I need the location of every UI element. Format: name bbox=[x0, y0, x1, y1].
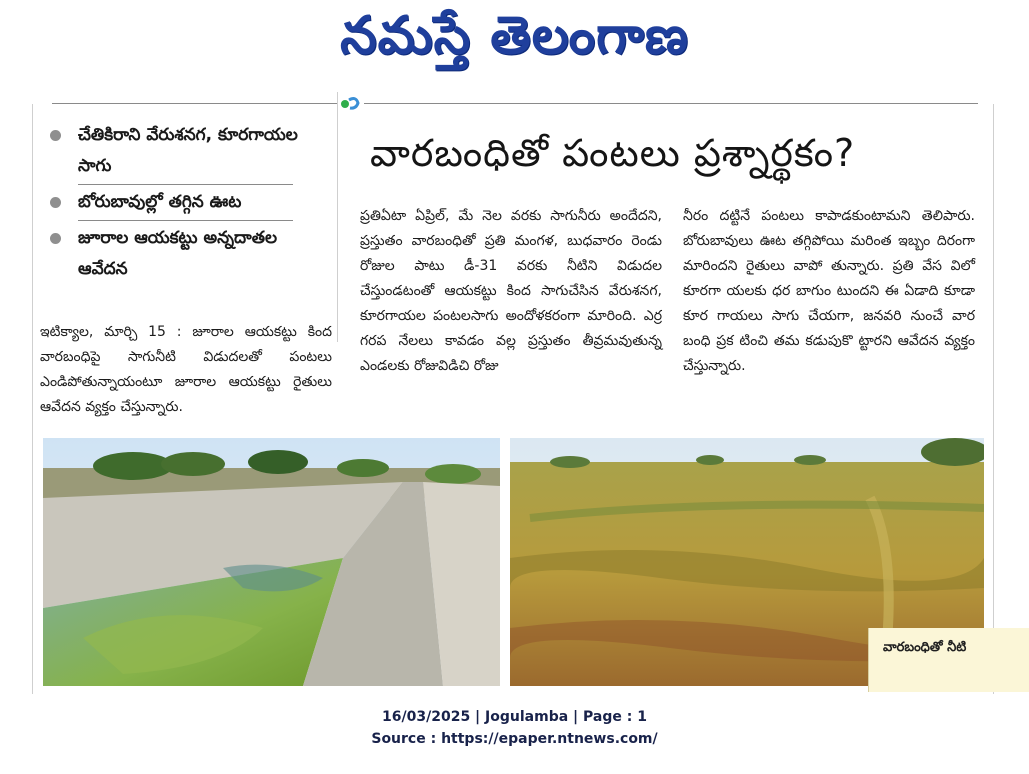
ntnews-swirl-icon bbox=[338, 94, 364, 112]
highlights-list bbox=[46, 120, 316, 285]
highlight-item bbox=[46, 187, 316, 218]
highlight-text: జూరాల ఆయకట్టు అన్నదాతల ఆవేదన bbox=[78, 228, 278, 279]
divider bbox=[78, 220, 293, 221]
highlight-item bbox=[46, 223, 316, 285]
divider bbox=[78, 184, 293, 185]
column-divider bbox=[337, 92, 338, 342]
footer bbox=[0, 706, 1029, 750]
article-column-1: ఇటిక్యాల, మార్చి 15 : జూరాల ఆయకట్టు కింద వారబంధిపై సాగునీటి విడుదలతో పంటలు ఎండిపోతున్నాయంటూ జూరాల ఆయకట్టు రైతులు ఆవేదన వ్యక్తం చేస్తున్నారు. bbox=[40, 324, 332, 415]
caption-text: వారబంధితో నీటి bbox=[883, 640, 967, 655]
footer-source: Source : https://epaper.ntnews.com/ bbox=[371, 731, 658, 747]
photo-caption bbox=[868, 628, 1029, 692]
bullet-icon bbox=[50, 130, 61, 141]
canal-photo bbox=[43, 438, 500, 686]
highlight-text: చేతికిరాని వేరుశనగ, కూరగాయల సాగు bbox=[78, 125, 298, 176]
right-border bbox=[993, 104, 994, 694]
footer-meta: 16/03/2025 | Jogulamba | Page : 1 bbox=[382, 709, 647, 725]
masthead bbox=[0, 0, 1029, 90]
masthead-title: నమస్తే తెలంగాణ bbox=[340, 6, 689, 66]
left-border bbox=[32, 104, 33, 694]
top-rule bbox=[52, 103, 978, 104]
bullet-icon bbox=[50, 197, 61, 208]
article-headline: వారబంధితో పంటలు ప్రశ్నార్థకం? bbox=[370, 131, 856, 175]
highlight-item bbox=[46, 120, 316, 182]
article-column-3: నీరం దట్టినే పంటలు కాపాడకుంటామని తెలిపారు. బోరుబావులు ఊట తగ్గిపోయి మరింత ఇబ్బం దిరంగా మారిందని రైతులు వాపో తున్నారు. ప్రతి వేస విలో కూరగా యలకు ధర బాగుం టుందని ఈ ఏడాది కూడా కూర గాయలు సాగు చేయగా, జనవరి నుంచే వార బంధి ప్రక టించి తమ కడుపుకొ ట్టారని ఆవేదన వ్యక్తం చేస్తున్నారు. bbox=[683, 208, 975, 374]
article-column-2: ప్రతిఏటా ఏప్రిల్, మే నెల వరకు సాగునీరు అందేదని, ప్రస్తుతం వారబంధితో ప్రతి మంగళ, బుధవారం రెండు రోజుల పాటు డీ-31 వరకు నీటిని విడుదల చేస్తుండటంతో ఆయకట్టు కింద సాగుచేసిన వేరుశనగ, కూరగాయల పంటలసాగు అందోళకరంగా మారింది. ఎర్ర గరప నేలలు కావడం వల్ల ప్రస్తుతం తీవ్రమవుతున్న ఎండలకు రోజువిడిచి రోజు bbox=[360, 208, 662, 374]
bullet-icon bbox=[50, 233, 61, 244]
highlight-text: బోరుబావుల్లో తగ్గిన ఊట bbox=[78, 192, 242, 212]
news-clipping bbox=[38, 92, 978, 696]
